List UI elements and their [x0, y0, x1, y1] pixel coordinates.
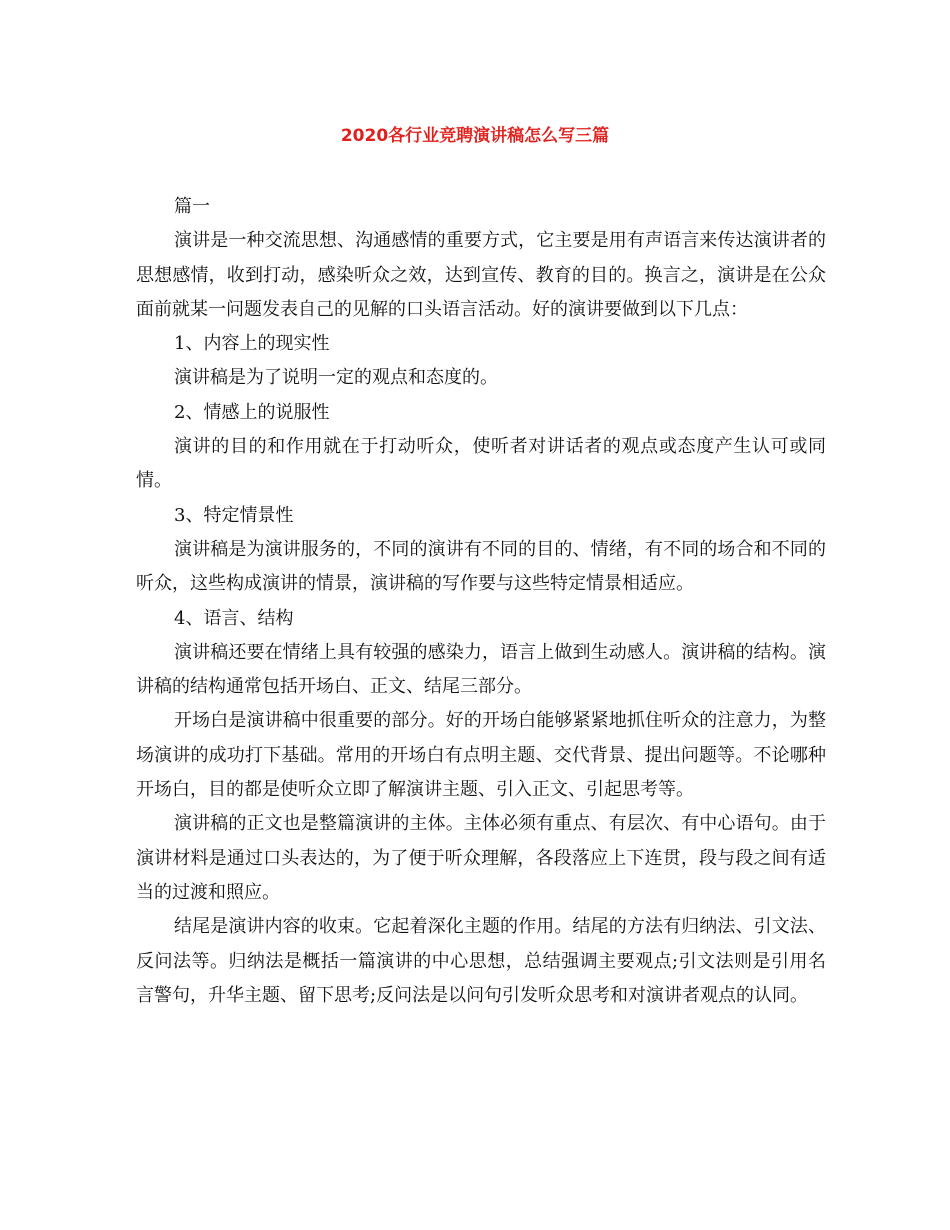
document-body — [136, 190, 826, 1013]
paragraph-point-1-text: 演讲稿是为了说明一定的观点和态度的。 — [174, 367, 498, 389]
paragraph-point-3-heading: 3、特定情景性 — [174, 504, 294, 526]
paragraph-point-1-heading: 1、内容上的现实性 — [174, 333, 330, 355]
paragraph-section-heading: 篇一 — [174, 196, 210, 217]
paragraph-point-3-text: 演讲稿是为演讲服务的，不同的演讲有不同的目的、情绪，有不同的场合和不同的听众，这些构成演讲的情景，演讲稿的写作要与这些特定情景相适应。 — [136, 538, 826, 595]
paragraph-opening: 开场白是演讲稿中很重要的部分。好的开场白能够紧紧地抓住听众的注意力，为整场演讲的成功打下基础。常用的开场白有点明主题、交代背景、提出问题等。不论哪种开场白，目的都是使听众立即了解演讲主题、引入正文、引起思考等。 — [136, 710, 826, 801]
paragraph-point-2-text: 演讲的目的和作用就在于打动听众，使听者对讲话者的观点或态度产生认可或同情。 — [136, 436, 826, 492]
paragraph-main-body: 演讲稿的正文也是整篇演讲的主体。主体必须有重点、有层次、有中心语句。由于演讲材料是通过口头表达的，为了便于听众理解，各段落应上下连贯，段与段之间有适当的过渡和照应。 — [136, 813, 826, 903]
document-title: 2020各行业竞聘演讲稿怎么写三篇 — [340, 126, 610, 146]
paragraph-point-4-heading: 4、语言、结构 — [174, 607, 294, 629]
paragraph-point-4-text: 演讲稿还要在情绪上具有较强的感染力，语言上做到生动感人。演讲稿的结构。演讲稿的结构通常包括开场白、正文、结尾三部分。 — [136, 641, 826, 698]
paragraph-intro: 演讲是一种交流思想、沟通感情的重要方式，它主要是用有声语言来传达演讲者的思想感情，收到打动，感染听众之效，达到宣传、教育的目的。换言之，演讲是在公众面前就某一问题发表自己的见解的口头语言活动。好的演讲要做到以下几点： — [136, 230, 826, 320]
paragraph-point-2-heading: 2、情感上的说服性 — [174, 401, 330, 423]
paragraph-ending: 结尾是演讲内容的收束。它起着深化主题的作用。结尾的方法有归纳法、引文法、反问法等。归纳法是概括一篇演讲的中心思想，总结强调主要观点;引文法则是引用名言警句，升华主题、留下思考;反问法是以问句引发听众思考和对演讲者观点的认同。 — [136, 916, 826, 1006]
